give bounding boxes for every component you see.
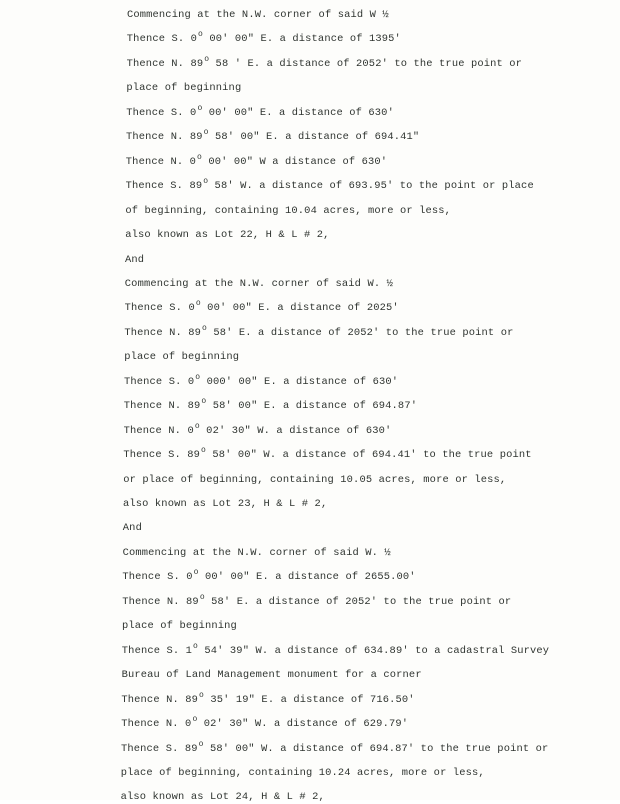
text-line [123, 448, 531, 463]
line-text: place of beginning [126, 82, 242, 95]
text-line [126, 81, 241, 95]
line-text: Thence N. 89 [126, 131, 203, 144]
line-text: And [125, 253, 145, 266]
line-text: Thence N. 0 [125, 155, 197, 168]
text-line [124, 323, 514, 341]
text-line [122, 668, 422, 682]
line-text-rest: 00' 00" E. a distance of 630' [202, 106, 394, 119]
degree-symbol: o [202, 323, 207, 333]
line-text: place of beginning [122, 620, 237, 633]
line-text: also known as Lot 23, H & L # 2, [123, 498, 328, 510]
text-line [124, 350, 239, 364]
line-text-rest: 58 ' E. a distance of 2052' to the true point or [209, 57, 523, 70]
line-text-rest: 54' 39" W. a distance of 634.89' to a cadastral Survey [198, 644, 550, 657]
line-text: Thence N. 89 [126, 57, 204, 70]
text-line [121, 641, 550, 659]
degree-symbol: o [204, 54, 210, 64]
line-text-rest: 58' 00" W. a distance of 694.87' to the true point or [203, 742, 549, 755]
text-line [126, 54, 523, 72]
line-text: And [122, 522, 142, 535]
degree-symbol: o [197, 152, 202, 162]
line-text: also known as Lot 22, H & L # 2, [125, 229, 330, 242]
text-line [121, 717, 408, 732]
line-text: Commencing at the N.W. corner of said W. ½ [122, 546, 391, 559]
text-line [123, 497, 327, 511]
line-text: Thence S. 0 [124, 302, 195, 315]
text-line [121, 766, 485, 780]
line-text: Thence N. 0 [123, 424, 194, 437]
line-text-rest: 58' E. a distance of 2052' to the true point or [204, 595, 512, 608]
text-line [123, 521, 142, 535]
line-text: Thence N. 89 [122, 595, 199, 608]
text-line [126, 130, 419, 145]
line-text-rest: 00' 00" E. a distance of 1395' [203, 33, 401, 46]
degree-symbol: o [193, 568, 199, 578]
degree-symbol: o [197, 103, 203, 113]
text-line [124, 399, 417, 414]
text-line [121, 690, 415, 708]
line-text: Commencing at the N.W. corner of said W. ½ [124, 277, 393, 290]
line-text: also known as Lot 24, H & L # 2, [120, 791, 325, 804]
line-text: Thence N. 89 [123, 400, 201, 413]
line-text: Thence S. 89 [123, 449, 201, 462]
line-text: Thence N. 89 [124, 326, 202, 339]
line-text-rest: 02' 30" W. a distance of 629.79' [197, 718, 409, 731]
degree-symbol: o [199, 690, 204, 700]
degree-symbol: o [195, 372, 201, 382]
line-text-rest: 000' 00" E. a distance of 630' [200, 375, 399, 388]
text-line [126, 103, 394, 121]
line-text: or place of beginning, containing 10.05 acres, more or less, [123, 473, 507, 486]
line-text-rest: 00' 00" E. a distance of 2655.00' [198, 571, 416, 584]
line-text-rest: 35' 19" E. a distance of 716.50' [203, 693, 415, 706]
degree-symbol: o [203, 128, 209, 138]
text-line [125, 277, 393, 291]
line-text-rest: 58' 00" E. a distance of 694.87' [206, 400, 418, 413]
text-line [122, 619, 237, 633]
line-text-rest: 58' W. a distance of 693.95' to the point or place [208, 180, 534, 193]
line-text: Thence S. 1 [121, 644, 193, 657]
text-line [126, 179, 534, 194]
line-text: Thence S. 0 [122, 571, 193, 584]
text-line [122, 592, 512, 610]
text-line [123, 546, 391, 560]
degree-symbol: o [199, 592, 205, 602]
line-text-rest: 58' 00" E. a distance of 694.41" [208, 131, 420, 144]
text-line [123, 473, 506, 487]
text-line [125, 253, 144, 267]
text-line [125, 228, 329, 242]
line-text: Thence N. 0 [121, 718, 192, 731]
text-line [125, 204, 451, 218]
degree-symbol: o [195, 299, 201, 309]
text-line [127, 32, 401, 47]
line-text: Thence S. 89 [121, 742, 198, 755]
line-text: Thence S. 0 [124, 375, 195, 388]
line-text-rest: 02' 30" W. a distance of 630' [199, 424, 392, 437]
line-text: Thence S. 0 [126, 33, 198, 46]
line-text: Bureau of Land Management monument for a corner [121, 669, 422, 682]
line-text-rest: 58' E. a distance of 2052' to the true point or [206, 326, 514, 339]
line-text-rest: 00' 00" E. a distance of 2025' [200, 302, 399, 315]
line-text-rest: 00' 00" W a distance of 630' [202, 155, 388, 168]
degree-symbol: o [201, 446, 206, 456]
line-text: place of beginning [124, 351, 240, 364]
line-text: Thence S. 0 [126, 106, 197, 119]
text-line [121, 790, 325, 804]
degree-symbol: o [192, 715, 198, 725]
text-line [124, 372, 399, 390]
text-line [121, 739, 549, 757]
degree-symbol: o [194, 421, 200, 431]
degree-symbol: o [198, 739, 204, 749]
line-text: Thence S. 89 [125, 180, 203, 193]
text-line [125, 152, 388, 170]
line-text: Thence N. 89 [121, 693, 199, 706]
degree-symbol: o [193, 641, 198, 651]
text-line [123, 421, 392, 439]
text-line [125, 301, 399, 316]
line-text: of beginning, containing 10.04 acres, more or less, [125, 204, 452, 217]
degree-symbol: o [203, 177, 209, 187]
text-line [127, 8, 389, 22]
line-text: place of beginning, containing 10.24 acres, more or less, [120, 766, 485, 779]
line-text: Commencing at the N.W. corner of said W ½ [127, 9, 389, 21]
degree-symbol: o [198, 30, 203, 40]
text-line [122, 570, 415, 585]
degree-symbol: o [201, 397, 207, 407]
line-text-rest: 58' 00" W. a distance of 694.41' to the true point [205, 449, 532, 462]
